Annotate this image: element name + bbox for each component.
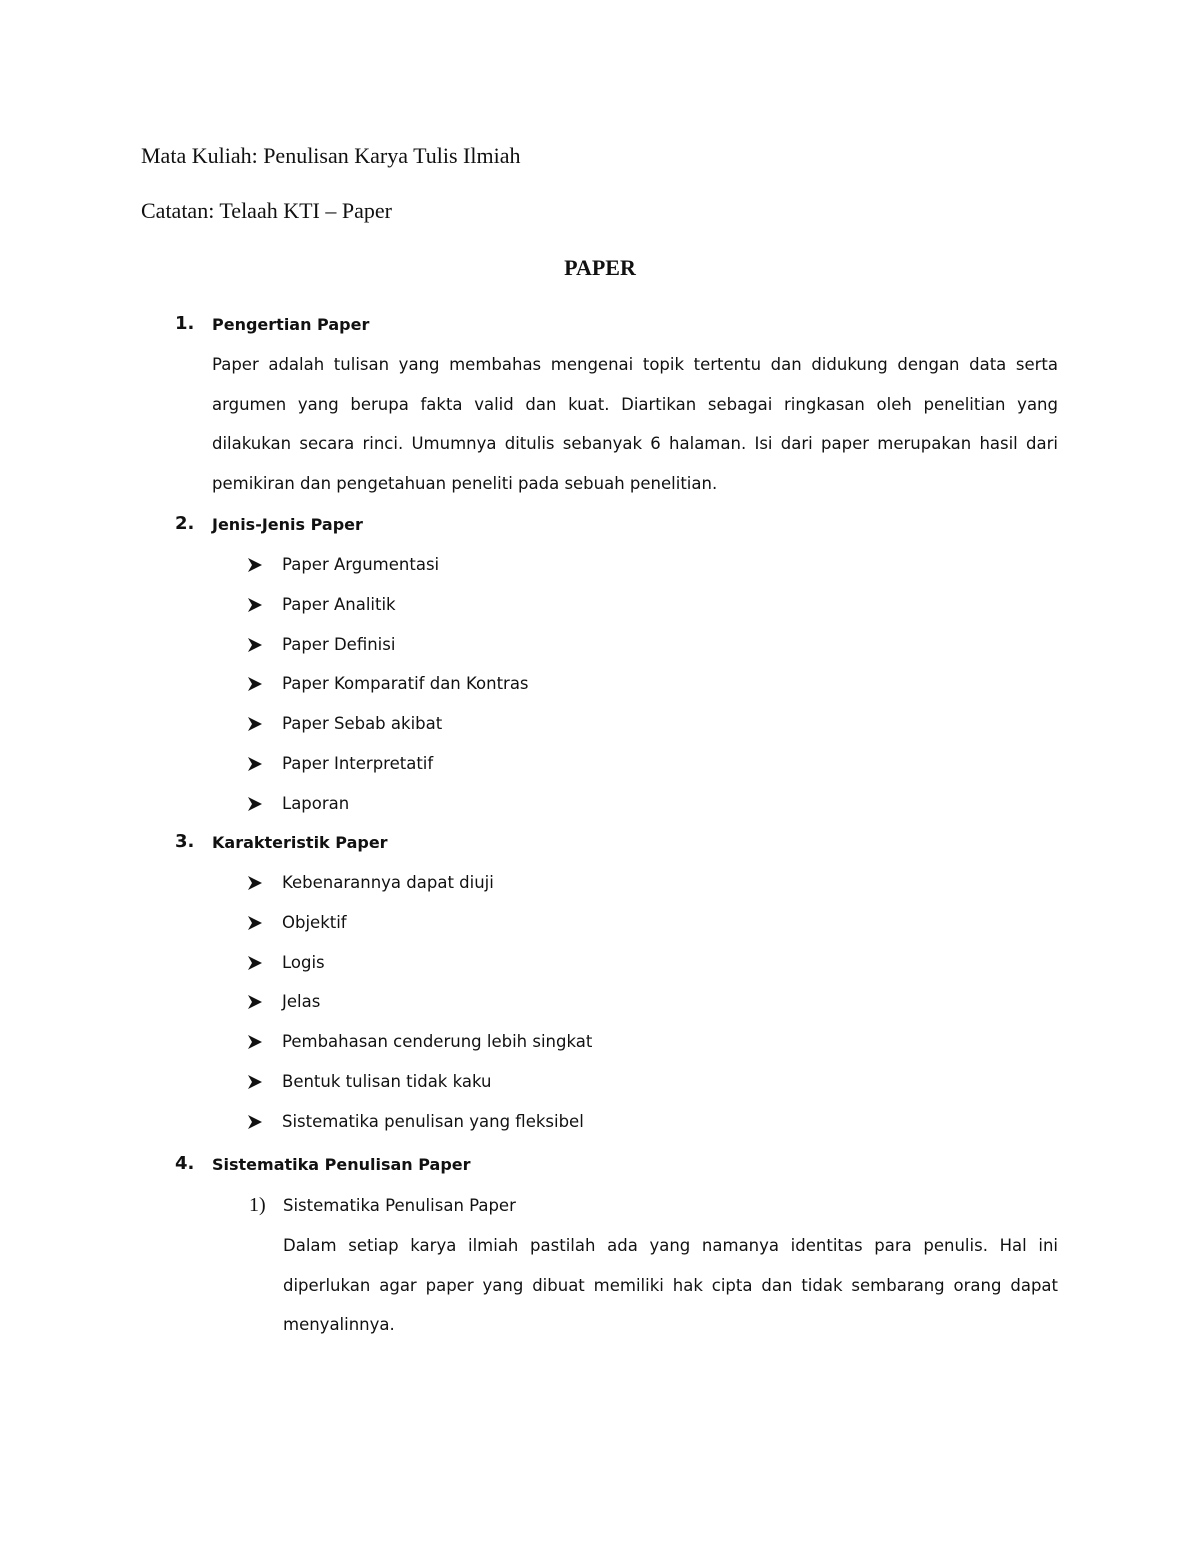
subitem-1-paragraph: Dalam setiap karya ilmiah pastilah ada yang namanya identitas para penulis. Hal ini diperlukan agar paper yang dibuat memiliki hak cipta dan tidak sembarang orang dapat menyalinnya.: [283, 1236, 1058, 1335]
page-title: PAPER: [564, 255, 636, 280]
arrowhead-bullet-icon: [247, 716, 263, 732]
list-item-label: Jelas: [282, 992, 321, 1012]
section-1-number: 1.: [175, 313, 195, 334]
note-line: Catatan: Telaah KTI – Paper: [141, 198, 392, 223]
section-4-number: 4.: [175, 1153, 195, 1174]
arrowhead-bullet-icon: [247, 1114, 263, 1130]
subitem-1-heading: Sistematika Penulisan Paper: [283, 1196, 516, 1215]
arrowhead-bullet-icon: [247, 676, 263, 692]
arrowhead-bullet-icon: [247, 915, 263, 931]
list-item-label: Kebenarannya dapat diuji: [282, 873, 494, 892]
list-item-label: Paper Analitik: [282, 594, 396, 614]
subitem-1-number: 1): [249, 1194, 266, 1216]
arrowhead-bullet-icon: [247, 597, 263, 613]
section-3-number: 3.: [175, 831, 195, 852]
course-line: Mata Kuliah: Penulisan Karya Tulis Ilmiah: [141, 143, 521, 168]
section-1-paragraph: Paper adalah tulisan yang membahas mengenai topik tertentu dan didukung dengan data serta argumen yang berupa fakta valid dan kuat. Diartikan sebagai ringkasan oleh penelitian yang dilakukan secara rinci. Umumnya ditulis sebanyak 6 halaman. Isi dari paper merupakan hasil dari pemikiran dan pengetahuan peneliti pada sebuah penelitian.: [212, 355, 1058, 494]
section-4-heading: Sistematika Penulisan Paper: [212, 1155, 471, 1174]
list-item-label: Paper Sebab akibat: [282, 714, 443, 734]
arrowhead-bullet-icon: [247, 1074, 263, 1090]
list-item-label: Bentuk tulisan tidak kaku: [282, 1071, 492, 1091]
arrowhead-bullet-icon: [247, 1034, 263, 1050]
list-item-label: Sistematika penulisan yang fleksibel: [282, 1111, 584, 1131]
section-1-heading: Pengertian Paper: [212, 315, 370, 334]
list-item-label: Laporan: [282, 793, 350, 813]
list-item-label: Objektif: [282, 912, 347, 932]
section-2-heading: Jenis-Jenis Paper: [212, 515, 363, 534]
list-item-label: Paper Komparatif dan Kontras: [282, 674, 529, 694]
list-item-label: Paper Definisi: [282, 634, 396, 654]
arrowhead-bullet-icon: [247, 796, 263, 812]
arrowhead-bullet-icon: [247, 637, 263, 653]
arrowhead-bullet-icon: [247, 994, 263, 1010]
arrowhead-bullet-icon: [247, 756, 263, 772]
section-3-heading: Karakteristik Paper: [212, 833, 388, 852]
arrowhead-bullet-icon: [247, 875, 263, 891]
list-item-label: Logis: [282, 952, 325, 972]
arrowhead-bullet-icon: [247, 955, 263, 971]
section-2-number: 2.: [175, 513, 195, 534]
list-item-label: Pembahasan cenderung lebih singkat: [282, 1032, 593, 1052]
arrowhead-bullet-icon: [247, 557, 263, 573]
list-item-label: Paper Interpretatif: [282, 753, 434, 773]
list-item-label: Paper Argumentasi: [282, 555, 440, 574]
